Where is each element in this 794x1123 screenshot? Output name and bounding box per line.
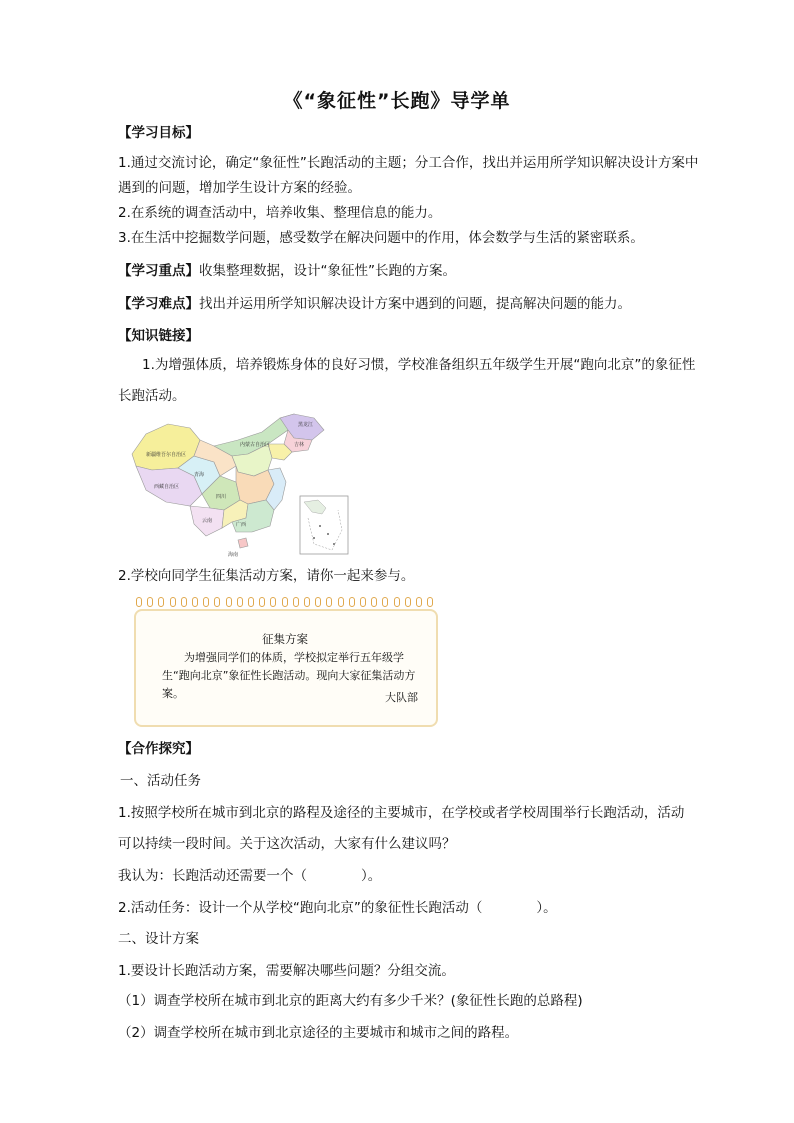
map-label-xizang: 西藏自治区 (154, 484, 180, 490)
explore-section1 (118, 770, 718, 792)
page-title: 《“象征性”长跑》导学单 (283, 90, 511, 112)
explore-answer: 我认为：长跑活动还需要一个（ ）。 (118, 868, 382, 884)
explore-section1-text: 一、活动任务 (120, 773, 201, 789)
map-label-neimenggu: 内蒙古自治区 (240, 442, 271, 448)
map-label-qinghai: 青海 (194, 472, 205, 478)
binding-ring (270, 597, 276, 607)
difficulty (118, 293, 718, 315)
key-point-label: 【学习重点】 (118, 263, 199, 279)
goals-heading: 【学习目标】 (118, 125, 199, 141)
binding-ring (304, 597, 310, 607)
design-q1b: （2）调查学校所在城市到北京途径的主要城市和城市之间的路程。 (118, 1025, 519, 1041)
binding-ring (282, 597, 288, 607)
binding-ring (349, 597, 355, 607)
binding-ring (338, 597, 344, 607)
link-p1-line1: 1.为增强体质，培养锻炼身体的良好习惯，学校准备组织五年级学生开展“跑向北京”的象征性 (142, 357, 696, 373)
key-point (118, 260, 718, 282)
binding-ring (315, 597, 321, 607)
map-label-sichuan: 四川 (216, 494, 227, 500)
link-p1-line2: 长跑活动。 (118, 388, 186, 404)
difficulty-text: 找出并运用所学知识解决设计方案中遇到的问题，提高解决问题的能力。 (199, 296, 631, 312)
map-label-heilongjiang: 黑龙江 (298, 422, 314, 428)
binding-ring (203, 597, 209, 607)
map-inset-island (313, 537, 315, 539)
binding-ring (248, 597, 254, 607)
binding-ring (147, 597, 153, 607)
explore-q1-line2: 可以持续一段时间。关于这次活动，大家有什么建议吗？ (118, 836, 456, 852)
china-map-image (128, 410, 358, 558)
map-inset-island (319, 525, 321, 527)
design-q1a: （1）调查学校所在城市到北京的距离大约有多少千米？(象征性长跑的总路程) (118, 993, 583, 1009)
binding-ring (181, 597, 187, 607)
goal-line-1: 1.通过交流讨论，确定“象征性”长跑活动的主题；分工合作，找出并运用所学知识解决设计方案中 (118, 155, 699, 171)
link-p2: 2.学校向同学生征集活动方案，请你一起来参与。 (118, 568, 415, 584)
map-label-yunnan: 云南 (202, 518, 213, 524)
binding-ring (427, 597, 433, 607)
design-section2: 二、设计方案 (118, 931, 199, 947)
binding-ring (326, 597, 332, 607)
design-q1: 1.要设计长跑活动方案，需要解决哪些问题？分组交流。 (118, 963, 455, 979)
binding-ring (214, 597, 220, 607)
binding-ring (405, 597, 411, 607)
binding-ring (136, 597, 142, 607)
notice-title: 征集方案 (262, 632, 308, 646)
explore-task: 2.活动任务：设计一个从学校“跑向北京”的象征性长跑活动（ ）。 (118, 900, 557, 916)
map-inset-island (333, 543, 335, 545)
notice-body: 为增强同学们的体质，学校拟定举行五年级学生“跑向北京”象征性长跑活动。现向大家征集活动方案。 (162, 651, 416, 700)
binding-ring (360, 597, 366, 607)
explore-q1-line1: 1.按照学校所在城市到北京的路程及途径的主要城市，在学校或者学校周围举行长跑活动，活动 (118, 805, 685, 821)
explore-heading: 【合作探究】 (118, 741, 199, 757)
binding-ring (158, 597, 164, 607)
binding-ring (237, 597, 243, 607)
notice-sign: 大队部 (385, 691, 418, 704)
binding-ring (293, 597, 299, 607)
goal-line-3: 2.在系统的调查活动中，培养收集、整理信息的能力。 (118, 205, 442, 221)
difficulty-label: 【学习难点】 (118, 296, 199, 312)
key-point-text: 收集整理数据，设计“象征性”长跑的方案。 (199, 263, 456, 279)
goal-line-4: 3.在生活中挖掘数学问题，感受数学在解决问题中的作用，体会数学与生活的紧密联系。 (118, 230, 644, 246)
binding-ring (226, 597, 232, 607)
link-heading: 【知识链接】 (118, 328, 199, 344)
map-inset-island (327, 533, 329, 535)
binding-ring (259, 597, 265, 607)
map-label-jilin: 吉林 (294, 442, 305, 448)
notice-card (128, 597, 442, 731)
binding-ring (416, 597, 422, 607)
binding-ring (394, 597, 400, 607)
goal-line-2: 遇到的问题，增加学生设计方案的经验。 (118, 180, 361, 196)
map-label-guangxi: 广西 (236, 522, 247, 528)
binding-ring (371, 597, 377, 607)
binding-ring (382, 597, 388, 607)
map-label-hainan: 海南 (228, 552, 239, 558)
map-label-xinjiang: 新疆维吾尔自治区 (146, 452, 187, 458)
binding-ring (192, 597, 198, 607)
map-region-hainan (238, 538, 248, 548)
binding-ring (170, 597, 176, 607)
